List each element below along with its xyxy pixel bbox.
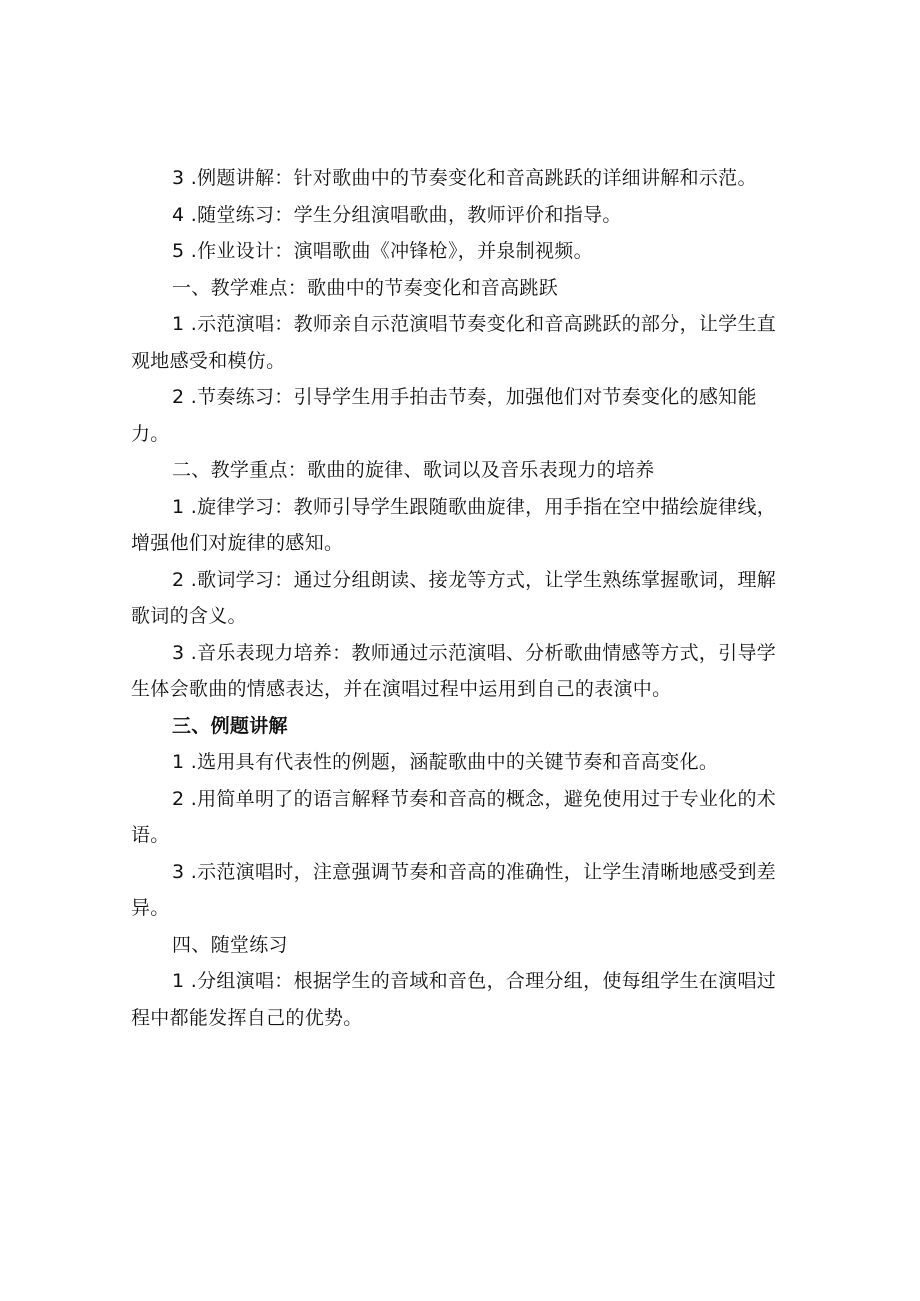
- heading-classroom-practice: 四、随堂练习: [172, 933, 288, 956]
- heading-example-explanation: 三、例题讲解: [172, 714, 288, 737]
- paragraph-example-3: 3 .示范演唱时，注意强调节奏和音高的准确性，让学生清晰地感受到差异。: [131, 860, 777, 919]
- paragraph-focus-2: 2 .歌词学习：通过分组朗读、接龙等方式，让学生熟练掌握歌词，理解歌词的含义。: [131, 568, 777, 627]
- paragraph-difficulty-1: 1 .示范演唱：教师亲自示范演唱节奏变化和音高跳跃的部分，让学生直观地感受和模仿。: [131, 313, 777, 372]
- paragraph-focus-3: 3 .音乐表现力培养：教师通过示范演唱、分析歌曲情感等方式，引导学生体会歌曲的情感表达，并在演唱过程中运用到自己的表演中。: [131, 641, 777, 700]
- heading-teaching-focus: 二、教学重点：歌曲的旋律、歌词以及音乐表现力的培养: [172, 459, 655, 481]
- heading-teaching-difficulty: 一、教学难点：歌曲中的节奏变化和音高跳跃: [172, 276, 559, 299]
- paragraph-example-2: 2 .用简单明了的语言解释节奏和音高的概念，避免使用过于专业化的术语。: [131, 787, 777, 846]
- document-body: [131, 160, 791, 1036]
- paragraph-5-homework-design: 5 .作业设计：演唱歌曲《冲锋枪》，并泉制视频。: [172, 240, 593, 262]
- paragraph-practice-1: 1 .分组演唱：根据学生的音域和音色，合理分组，使每组学生在演唱过程中都能发挥自己的优势。: [131, 970, 777, 1029]
- paragraph-difficulty-2: 2 .节奏练习：引导学生用手拍击节奏，加强他们对节奏变化的感知能力。: [131, 386, 757, 445]
- paragraph-focus-1: 1 .旋律学习：教师引导学生跟随歌曲旋律，用手指在空中描绘旋律线，增强他们对旋律的感知。: [131, 495, 777, 554]
- paragraph-3-example-explanation: 3 .例题讲解：针对歌曲中的节奏变化和音高跳跃的详细讲解和示范。: [172, 167, 757, 189]
- paragraph-4-classroom-practice: 4 .随堂练习：学生分组演唱歌曲，教师评价和指导。: [172, 203, 622, 226]
- paragraph-example-1: 1 .选用具有代表性的例题，涵靛歌曲中的关键节奏和音高变化。: [172, 751, 719, 773]
